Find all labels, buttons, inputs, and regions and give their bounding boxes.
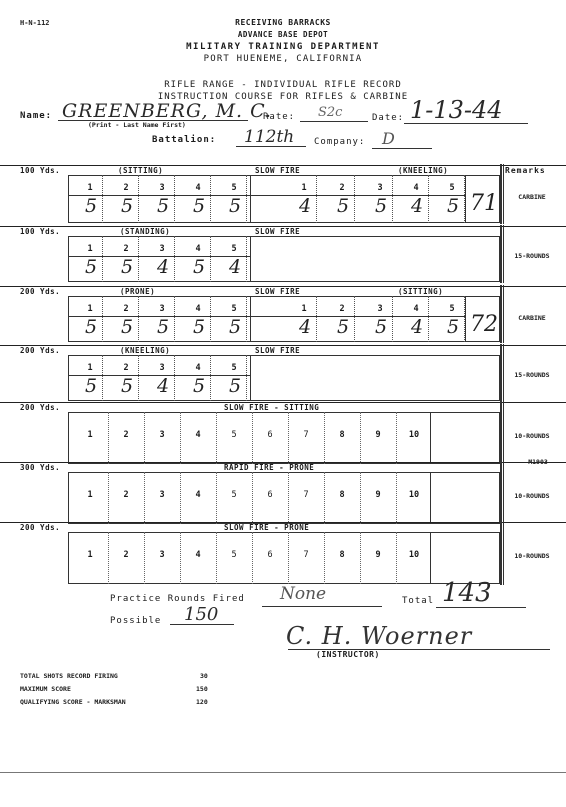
shot-number: 2 xyxy=(123,550,129,560)
shot-score-right: 5 xyxy=(374,316,388,338)
shot-number: 5 xyxy=(231,183,237,193)
shot-number: 4 xyxy=(195,183,201,193)
shot-number: 4 xyxy=(195,550,201,560)
shot-number: 9 xyxy=(375,550,381,560)
section-position: (STANDING) xyxy=(120,227,171,236)
section-fire-type: SLOW FIRE xyxy=(255,346,301,355)
section-fire-type: SLOW FIRE xyxy=(255,287,301,296)
section-distance: 100 Yds. xyxy=(20,227,61,236)
total-value: 143 xyxy=(442,578,492,608)
remarks-divider-2 xyxy=(503,285,504,343)
remarks-divider-2 xyxy=(503,461,504,525)
shot-number: 6 xyxy=(267,550,273,560)
shot-score-right: 4 xyxy=(410,195,424,217)
shot-score-right: 5 xyxy=(446,195,460,217)
shot-number: 3 xyxy=(159,304,165,314)
remarks-divider-2 xyxy=(503,164,504,224)
shot-score: 5 xyxy=(84,256,98,278)
rate-underline xyxy=(300,121,368,122)
shot-number: 2 xyxy=(123,490,129,500)
footer-label-1: TOTAL SHOTS RECORD FIRING xyxy=(20,672,118,680)
section-remark: 10-ROUNDS xyxy=(514,492,550,500)
score-cell-divider xyxy=(180,532,181,584)
shot-number: 5 xyxy=(231,550,237,560)
form-id: H-N-112 xyxy=(20,19,50,27)
score-cell-divider xyxy=(396,532,397,584)
shot-number: 3 xyxy=(159,363,165,373)
shot-number: 5 xyxy=(231,363,237,373)
score-cell-divider xyxy=(396,472,397,524)
score-cell-divider xyxy=(252,472,253,524)
score-end-divider xyxy=(430,532,431,584)
section-remark: 10-ROUNDS xyxy=(514,552,550,560)
remarks-divider xyxy=(500,344,502,402)
score-cell-divider xyxy=(288,532,289,584)
shot-score: 4 xyxy=(228,256,242,278)
shot-number: 4 xyxy=(195,244,201,254)
shot-number-right: 1 xyxy=(301,183,307,193)
section-remark: CARBINE xyxy=(518,314,546,322)
shot-number-right: 3 xyxy=(377,183,383,193)
section-remark: 15-ROUNDS xyxy=(514,371,550,379)
shot-score-right: 4 xyxy=(410,316,424,338)
section-fire-type: SLOW FIRE - PRONE xyxy=(224,523,310,532)
shot-score: 4 xyxy=(156,256,170,278)
bottom-rule xyxy=(0,772,566,773)
shot-number: 10 xyxy=(408,430,420,440)
shot-score: 5 xyxy=(228,375,242,397)
shot-score: 4 xyxy=(156,375,170,397)
shot-score: 5 xyxy=(84,195,98,217)
shot-number: 1 xyxy=(87,304,93,314)
shot-score: 5 xyxy=(228,195,242,217)
score-cell-divider xyxy=(144,412,145,464)
remarks-divider xyxy=(500,285,502,343)
instructor-label: (INSTRUCTOR) xyxy=(316,650,380,659)
section-fire-type: SLOW FIRE xyxy=(255,227,301,236)
section-position: (KNEELING) xyxy=(120,346,171,355)
score-midline-right xyxy=(250,316,465,317)
shot-number: 2 xyxy=(123,430,129,440)
section-position-right: (KNEELING) xyxy=(398,166,449,175)
name-label: Name: xyxy=(20,111,53,121)
shot-number: 2 xyxy=(123,244,129,254)
company-label: Company: xyxy=(314,137,366,147)
section-position-right: (SITTING) xyxy=(398,287,444,296)
score-cell-divider xyxy=(324,472,325,524)
score-block-divider xyxy=(250,355,251,401)
shot-number: 5 xyxy=(231,430,237,440)
score-cell-divider xyxy=(216,412,217,464)
shot-number: 3 xyxy=(159,244,165,254)
shot-number: 1 xyxy=(87,363,93,373)
section-total: 71 xyxy=(470,191,498,216)
shot-number: 5 xyxy=(231,244,237,254)
shot-number: 2 xyxy=(123,304,129,314)
score-end-divider xyxy=(430,472,431,524)
shot-number-right: 5 xyxy=(449,304,455,314)
remarks-divider xyxy=(500,521,502,585)
shot-score: 5 xyxy=(192,375,206,397)
practice-rounds-label: Practice Rounds Fired xyxy=(110,594,245,604)
shot-score: 5 xyxy=(156,195,170,217)
date-label: Date: xyxy=(372,113,405,123)
footer-value-1: 30 xyxy=(200,672,208,680)
shot-score: 5 xyxy=(120,256,134,278)
shot-score: 5 xyxy=(192,316,206,338)
shot-number: 1 xyxy=(87,244,93,254)
shot-number-right: 4 xyxy=(413,183,419,193)
shot-score-right: 4 xyxy=(298,316,312,338)
section-fire-type: RAPID FIRE - PRONE xyxy=(224,463,315,472)
section-distance: 100 Yds. xyxy=(20,166,61,175)
shot-score: 5 xyxy=(120,375,134,397)
date-value: 1-13-44 xyxy=(410,96,503,124)
shot-number: 2 xyxy=(123,363,129,373)
shot-score-right: 4 xyxy=(298,195,312,217)
shot-number-right: 3 xyxy=(377,304,383,314)
remarks-divider-2 xyxy=(503,344,504,402)
shot-number: 6 xyxy=(267,430,273,440)
score-block-divider xyxy=(250,175,251,223)
possible-value: 150 xyxy=(184,604,219,625)
score-block-divider xyxy=(250,296,251,342)
shot-number: 7 xyxy=(303,430,309,440)
shot-number: 1 xyxy=(87,490,93,500)
possible-label: Possible xyxy=(110,616,162,626)
shot-number-right: 2 xyxy=(339,304,345,314)
shot-number: 9 xyxy=(375,430,381,440)
score-cell-divider xyxy=(108,412,109,464)
remarks-divider-2 xyxy=(503,521,504,585)
shot-number: 7 xyxy=(303,490,309,500)
score-cell-divider xyxy=(252,532,253,584)
battalion-label: Battalion: xyxy=(152,135,217,145)
shot-score: 5 xyxy=(84,316,98,338)
shot-score-right: 5 xyxy=(336,316,350,338)
shot-number: 1 xyxy=(87,183,93,193)
section-distance: 300 Yds. xyxy=(20,463,61,472)
footer-label-3: QUALIFYING SCORE - MARKSMAN xyxy=(20,698,126,706)
form-title-1: RIFLE RANGE - INDIVIDUAL RIFLE RECORD xyxy=(164,80,402,90)
section-remark: CARBINE xyxy=(518,193,546,201)
score-block-divider xyxy=(250,236,251,282)
shot-score-right: 5 xyxy=(336,195,350,217)
shot-number-right: 4 xyxy=(413,304,419,314)
total-underline xyxy=(436,607,526,608)
score-cell-divider xyxy=(180,472,181,524)
shot-number: 10 xyxy=(408,490,420,500)
battalion-value: 112th xyxy=(244,127,295,147)
footer-value-3: 120 xyxy=(196,698,208,706)
shot-number-right: 2 xyxy=(339,183,345,193)
remarks-divider-2 xyxy=(503,401,504,465)
rate-label: Rate: xyxy=(263,112,296,122)
header-line2: ADVANCE BASE DEPOT xyxy=(237,30,329,39)
name-value: GREENBERG, M. C. xyxy=(62,100,272,122)
score-end-divider xyxy=(430,412,431,464)
score-cell-divider xyxy=(144,472,145,524)
section-remark-2: M1903 xyxy=(528,458,548,466)
possible-underline xyxy=(170,624,234,625)
shot-score-right: 5 xyxy=(446,316,460,338)
shot-number: 1 xyxy=(87,430,93,440)
form-title-2: INSTRUCTION COURSE FOR RIFLES & CARBINE xyxy=(157,92,409,102)
header-line4: PORT HUENEME, CALIFORNIA xyxy=(203,54,363,64)
shot-number: 3 xyxy=(159,183,165,193)
remarks-header: Remarks xyxy=(505,166,546,175)
date-underline xyxy=(404,123,528,124)
shot-number: 7 xyxy=(303,550,309,560)
remarks-divider-2 xyxy=(503,225,504,283)
shot-number: 2 xyxy=(123,183,129,193)
shot-number: 5 xyxy=(231,490,237,500)
shot-score: 5 xyxy=(84,375,98,397)
shot-number: 4 xyxy=(195,304,201,314)
shot-number: 3 xyxy=(159,430,165,440)
score-cell-divider xyxy=(396,412,397,464)
section-remark: 15-ROUNDS xyxy=(514,252,550,260)
shot-score: 5 xyxy=(156,316,170,338)
shot-score: 5 xyxy=(192,256,206,278)
shot-score: 5 xyxy=(228,316,242,338)
battalion-underline xyxy=(236,146,306,147)
section-distance: 200 Yds. xyxy=(20,523,61,532)
section-position: (SITTING) xyxy=(118,166,164,175)
shot-score: 5 xyxy=(192,195,206,217)
shot-number: 10 xyxy=(408,550,420,560)
shot-number: 3 xyxy=(159,490,165,500)
shot-number: 3 xyxy=(159,550,165,560)
company-underline xyxy=(372,148,432,149)
score-cell-divider xyxy=(108,532,109,584)
shot-score-right: 5 xyxy=(374,195,388,217)
remarks-divider xyxy=(500,401,502,465)
score-cell-divider xyxy=(360,472,361,524)
company-value: D xyxy=(382,129,395,148)
score-cell-divider xyxy=(216,472,217,524)
header-line1: RECEIVING BARRACKS xyxy=(235,18,331,27)
score-cell-divider xyxy=(324,532,325,584)
section-fire-type: SLOW FIRE - SITTING xyxy=(224,403,320,412)
shot-number: 4 xyxy=(195,363,201,373)
footer-value-2: 150 xyxy=(196,685,208,693)
shot-number: 6 xyxy=(267,490,273,500)
shot-number: 8 xyxy=(339,490,345,500)
shot-number-right: 5 xyxy=(449,183,455,193)
score-cell-divider xyxy=(180,412,181,464)
footer-label-2: MAXIMUM SCORE xyxy=(20,685,71,693)
practice-underline xyxy=(262,606,382,607)
score-cell-divider xyxy=(288,412,289,464)
section-distance: 200 Yds. xyxy=(20,403,61,412)
shot-number: 1 xyxy=(87,550,93,560)
score-cell-divider xyxy=(108,472,109,524)
name-hint: (Print - Last Name First) xyxy=(88,121,186,129)
remarks-divider xyxy=(500,461,502,525)
score-cell-divider xyxy=(252,412,253,464)
total-label: Total xyxy=(402,596,435,606)
remarks-divider xyxy=(500,164,502,224)
remarks-divider xyxy=(500,225,502,283)
score-cell-divider xyxy=(144,532,145,584)
section-position: (PRONE) xyxy=(120,287,156,296)
section-distance: 200 Yds. xyxy=(20,287,61,296)
practice-rounds-value: None xyxy=(280,584,327,604)
shot-number: 5 xyxy=(231,304,237,314)
shot-number: 4 xyxy=(195,430,201,440)
shot-number: 8 xyxy=(339,550,345,560)
shot-number: 9 xyxy=(375,490,381,500)
score-midline-right xyxy=(250,195,465,196)
header-line3: MILITARY TRAINING DEPARTMENT xyxy=(186,42,380,52)
shot-score: 5 xyxy=(120,195,134,217)
score-cell-divider xyxy=(360,532,361,584)
score-cell-divider xyxy=(324,412,325,464)
score-cell-divider xyxy=(288,472,289,524)
score-cell-divider xyxy=(216,532,217,584)
instructor-signature: C. H. Woerner xyxy=(286,622,473,650)
section-total: 72 xyxy=(470,312,498,337)
score-cell-divider xyxy=(360,412,361,464)
shot-number: 8 xyxy=(339,430,345,440)
shot-number-right: 1 xyxy=(301,304,307,314)
rate-value: S2c xyxy=(318,105,343,120)
shot-score: 5 xyxy=(120,316,134,338)
section-remark: 10-ROUNDS xyxy=(514,432,550,440)
section-distance: 200 Yds. xyxy=(20,346,61,355)
section-fire-type: SLOW FIRE xyxy=(255,166,301,175)
shot-number: 4 xyxy=(195,490,201,500)
